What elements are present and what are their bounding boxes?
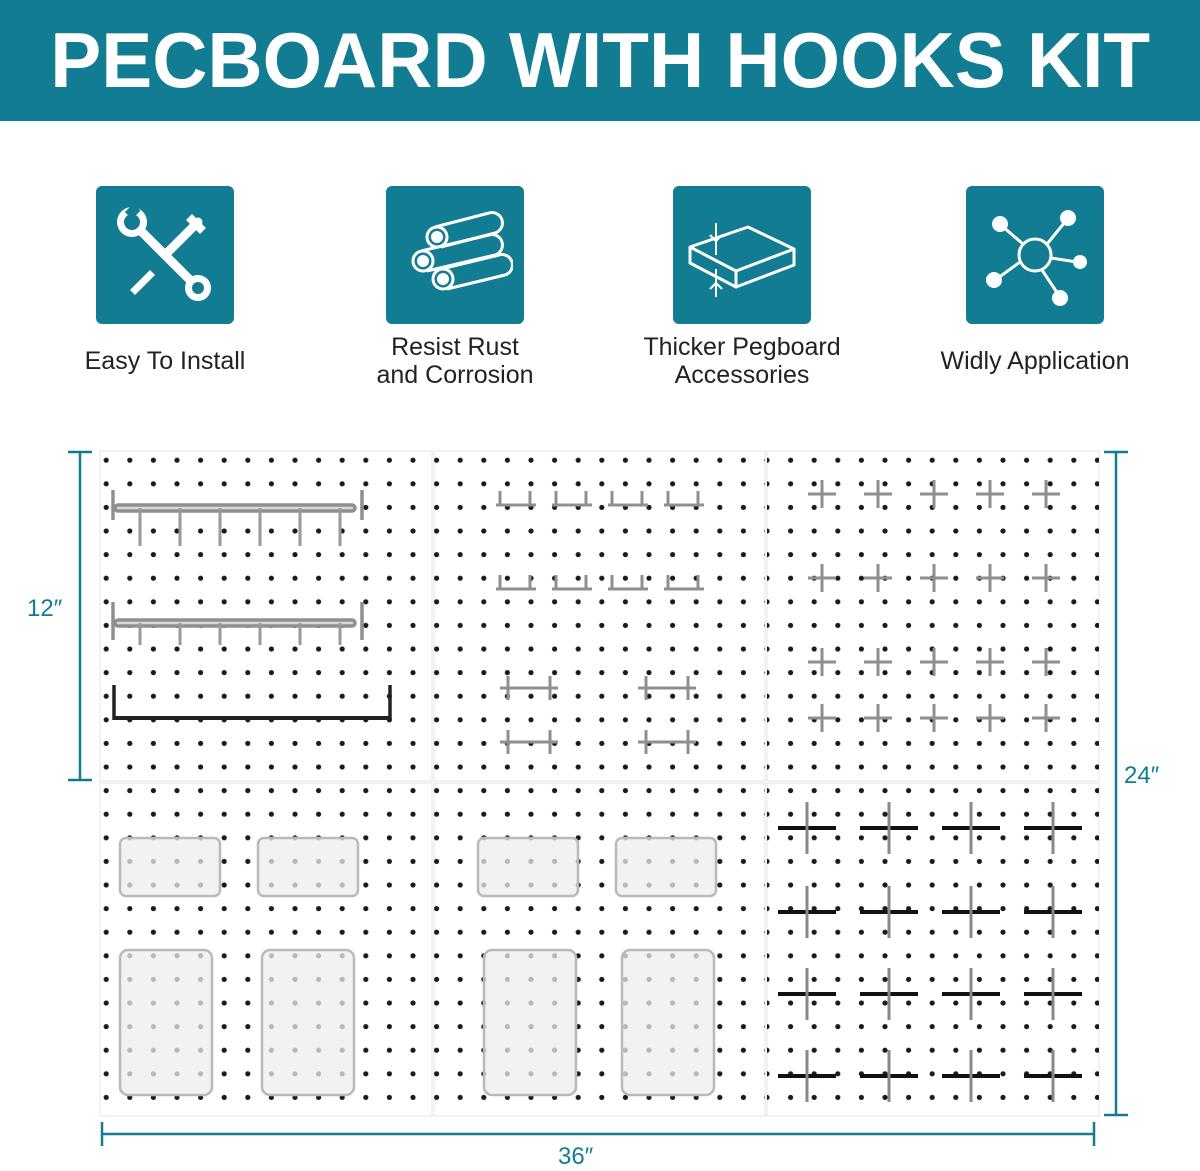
cross-hooks (778, 802, 1082, 1102)
feature-label (612, 330, 872, 392)
wrench-screwdriver-icon (110, 200, 220, 310)
total-height-label: 24″ (1124, 762, 1160, 789)
rack-hooks (140, 508, 340, 645)
small-hooks (496, 491, 704, 754)
total-width-label: 36″ (558, 1143, 594, 1170)
feature-label-line: Thicker Pegboard (643, 333, 841, 361)
feature-resist-rust (325, 186, 585, 392)
feature-easy-install (35, 186, 295, 392)
pegboard-panel (767, 451, 1099, 781)
pegboard-panel (434, 451, 765, 781)
network-nodes-icon (980, 200, 1090, 310)
storage-bins (120, 838, 716, 1095)
feature-label-line: Easy To Install (84, 347, 246, 375)
feature-label (35, 330, 295, 392)
feature-label-line: and Corrosion (376, 361, 534, 389)
feature-thicker-pegboard (612, 186, 872, 392)
feature-tile (386, 186, 524, 324)
feature-label-line: Widly Application (940, 347, 1130, 375)
feature-tile (966, 186, 1104, 324)
pegboard-panel (767, 783, 1099, 1116)
panel-height-label: 12″ (27, 595, 63, 622)
thick-board-icon (682, 205, 802, 305)
feature-label (325, 330, 585, 392)
pegboard-panel (434, 783, 765, 1116)
pegboard-panels (100, 451, 1099, 1116)
hook-rack-group (113, 490, 390, 720)
feature-label-line: Accessories (674, 361, 810, 389)
pegboard-panel (100, 783, 432, 1116)
header-banner (0, 0, 1200, 121)
feature-label (905, 330, 1165, 392)
page-title: PECBOARD WITH HOOKS KIT (50, 16, 1150, 104)
metal-rods-icon (397, 205, 513, 305)
j-hooks (808, 480, 1060, 732)
feature-wide-application (905, 186, 1165, 392)
feature-tile (96, 186, 234, 324)
pegboard-panel (100, 451, 432, 781)
dimension-lines (68, 452, 1128, 1146)
feature-tile (673, 186, 811, 324)
feature-label-line: Resist Rust (391, 333, 519, 361)
